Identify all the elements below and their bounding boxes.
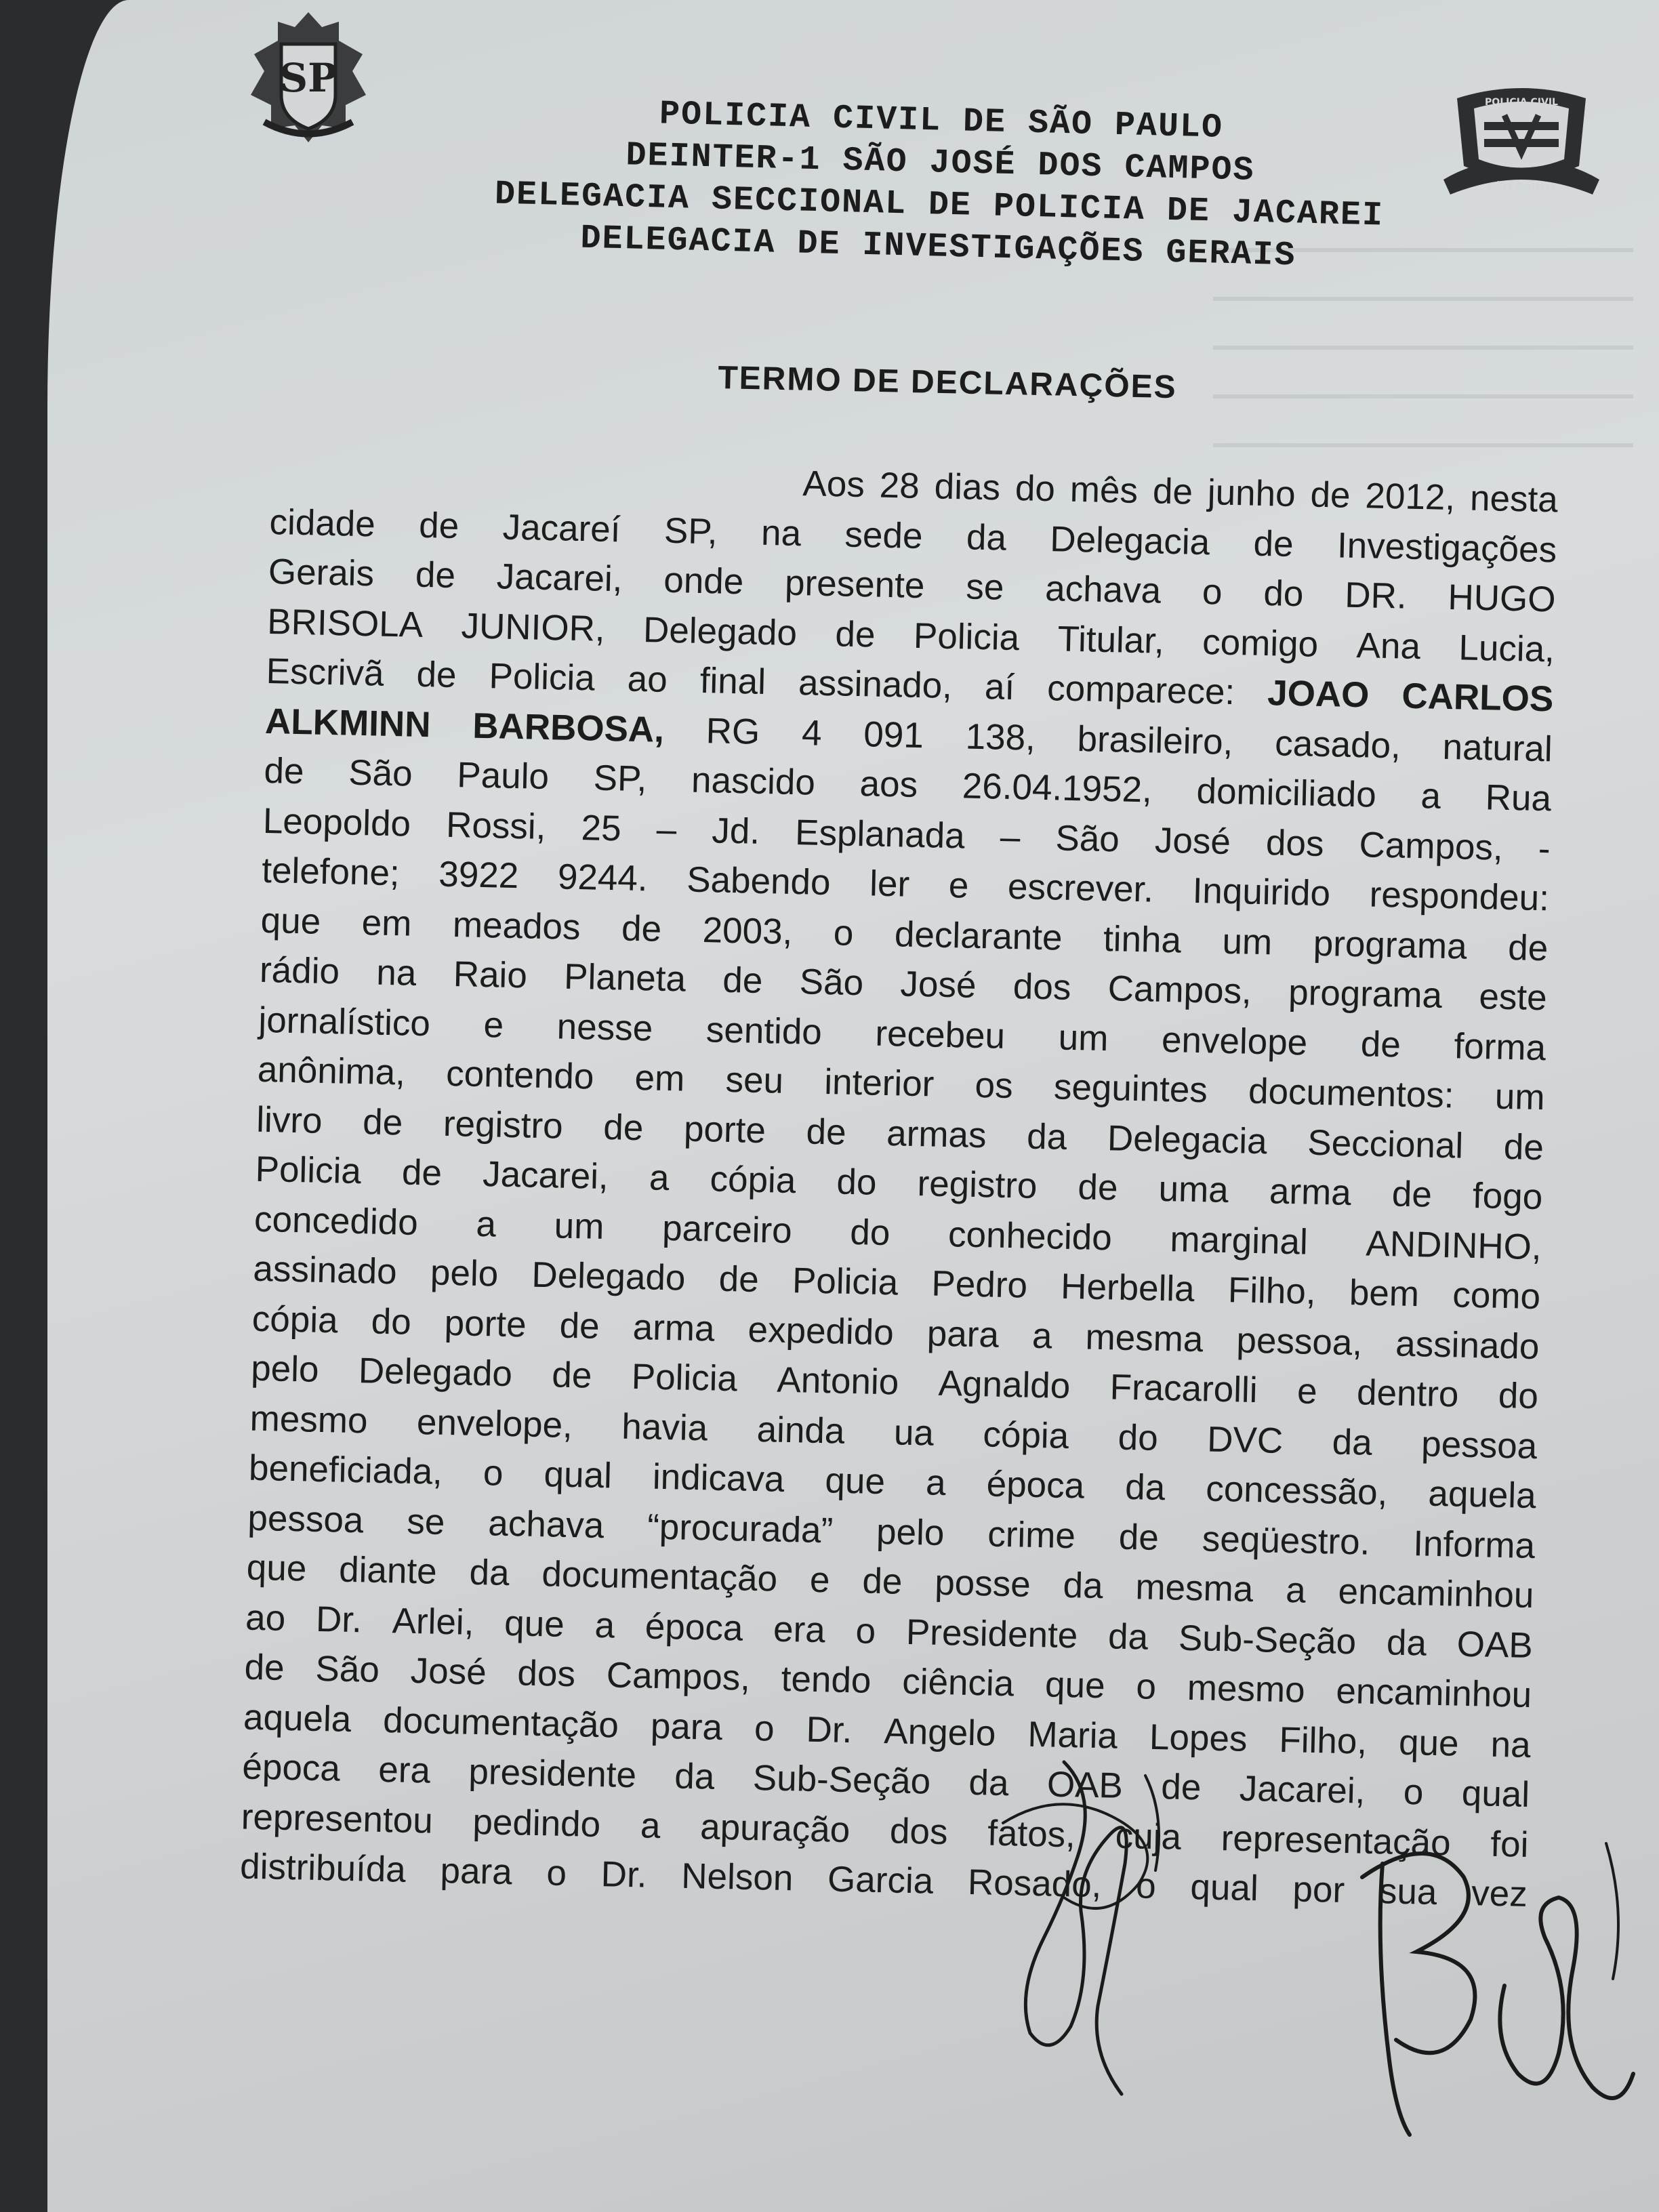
body-line: pessoa se achava “procurada” pelo crime de seqüestro. Informa	[247, 1498, 1536, 1566]
body-line: que diante da documentação e de posse da mesma a encaminhou	[246, 1547, 1534, 1616]
body-line: Leopoldo Rossi, 25 – Jd. Esplanada – São José dos Campos, -	[262, 800, 1551, 869]
header-line: DELEGACIA DE INVESTIGAÇÕES GERAIS	[579, 219, 1297, 276]
body-line: assinado pelo Delegado de Policia Pedro Herbella Filho, bem como	[252, 1248, 1541, 1317]
body-line: cidade de Jacareí SP, na sede da Delegacia de Investigações	[268, 501, 1557, 570]
body-line: anônima, contendo em seu interior os seguintes documentos: um	[257, 1049, 1546, 1118]
header-line: POLICIA CIVIL DE SÃO PAULO	[659, 95, 1224, 148]
body-line: Policia de Jacarei, a cópia do registro de uma arma de fogo	[255, 1149, 1543, 1218]
body-line: pelo Delegado de Policia Antonio Agnaldo Fracarolli e dentro do	[250, 1348, 1539, 1417]
body-line: rádio na Raio Planeta de São José dos Campos, programa este	[259, 949, 1548, 1019]
body-line: Aos 28 dias do mês de junho de 2012, nesta	[802, 464, 1559, 520]
body-line: representou pedindo a apuração dos fatos, cuja representação foi	[241, 1797, 1530, 1865]
policia-civil-sao-paulo-seal-icon	[1437, 78, 1606, 207]
handwritten-signature-2	[1335, 1816, 1654, 2142]
body-line: ALKMINN BARBOSA, RG 4 091 138, brasileiro, casado, natural	[264, 701, 1553, 769]
body-line: ao Dr. Arlei, que a época era o Presidente da Sub-Seção da OAB	[245, 1597, 1534, 1666]
sp-police-seal-icon	[237, 7, 380, 149]
body-line: telefone; 3922 9244. Sabendo ler e escrever. Inquirido respondeu:	[261, 850, 1550, 919]
seal-text-top: POLICIA CIVIL	[1485, 97, 1558, 108]
header-line: DELEGACIA SECCIONAL DE POLICIA DE JACAREI	[494, 175, 1385, 236]
body-line: Gerais de Jacarei, onde presente se achava o do DR. HUGO	[268, 551, 1557, 620]
body-line: distribuída para o Dr. Nelson Garcia Rosado, o qual por sua vez	[239, 1846, 1528, 1914]
body-line: beneficiada, o qual indicava que a época da concessão, aquela	[248, 1448, 1537, 1517]
svg-text:SP: SP	[279, 55, 337, 101]
document-header	[423, 88, 1457, 281]
document-title: TERMO DE DECLARAÇÕES	[717, 359, 1178, 406]
body-line: aquela documentação para o Dr. Angelo Maria Lopes Filho, que na	[243, 1697, 1532, 1765]
body-line: que em meados de 2003, o declarante tinha um programa de	[260, 900, 1549, 968]
body-line: cópia do porte de arma expedido para a mesma pessoa, assinado	[251, 1298, 1540, 1367]
body-line: Escrivã de Policia ao final assinado, aí comparece: JOAO CARLOS	[266, 651, 1554, 720]
seal-text-bottom: SÃO PAULO	[1487, 181, 1556, 194]
body-line: de São Paulo SP, nascido aos 26.04.1952, domiciliado a Rua	[263, 750, 1552, 819]
body-line: BRISOLA JUNIOR, Delegado de Policia Titular, comigo Ana Lucia,	[266, 601, 1555, 670]
body-line: mesmo envelope, havia ainda ua cópia do DVC da pessoa	[249, 1398, 1538, 1467]
header-line: DEINTER-1 SÃO JOSÉ DOS CAMPOS	[625, 136, 1256, 190]
document-body	[240, 447, 1559, 1919]
body-line: concedido a um parceiro do conhecido marginal ANDINHO,	[253, 1199, 1542, 1267]
body-line: de São José dos Campos, tendo ciência que o mesmo encaminhou	[244, 1647, 1532, 1716]
body-line: livro de registro de porte de armas da Delegacia Seccional de	[255, 1099, 1544, 1168]
handwritten-signature-1	[962, 1735, 1193, 2101]
body-line: época era presidente da Sub-Seção da OAB de Jacarei, o qual	[241, 1746, 1530, 1815]
document-page	[47, 0, 1659, 2212]
body-line: jornalístico e nesse sentido recebeu um envelope de forma	[258, 1000, 1547, 1068]
